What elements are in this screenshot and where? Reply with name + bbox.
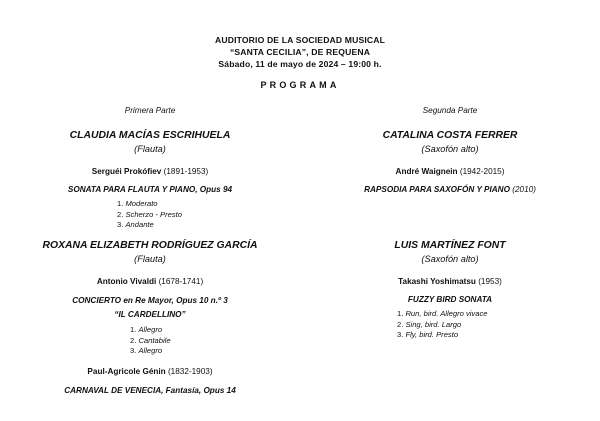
composer-line — [396, 167, 505, 176]
performer-instrument: (Saxofón alto) — [421, 254, 479, 264]
part-two-title: Segunda Parte — [422, 106, 478, 115]
movement-list — [130, 325, 171, 357]
composer-line — [87, 367, 212, 376]
performer-name: CLAUDIA MACÍAS ESCRIHUELA — [69, 130, 231, 141]
composer-dates: (1678-1741) — [158, 277, 204, 286]
work-title: RAPSODIA PARA SAXOFÓN Y PIANO — [364, 185, 510, 194]
movement-item: 3. Allegro — [130, 346, 171, 357]
performer-instrument: (Flauta) — [134, 254, 166, 264]
work-subtitle: “IL CARDELLINO” — [114, 310, 186, 319]
work-title: FUZZY BIRD SONATA — [407, 295, 493, 304]
composer-line — [97, 277, 203, 286]
movement-item: 1. Moderato — [117, 199, 182, 210]
work-title: SONATA PARA FLAUTA Y PIANO, Opus 94 — [67, 185, 233, 194]
movement-item: 1. Run, bird. Allegro vivace — [397, 309, 487, 320]
movement-item: 1. Allegro — [130, 325, 171, 336]
work-title: CONCIERTO en Re Mayor, Opus 10 n.º 3 — [72, 296, 228, 305]
composer-name: Takashi Yoshimatsu — [398, 277, 476, 286]
work-year: (2010) — [512, 185, 536, 194]
work-title-line — [364, 185, 536, 194]
composer-name: Antonio Vivaldi — [96, 277, 157, 286]
composer-name: Paul-Agricole Génin — [87, 367, 166, 376]
composer-name: André Waignein — [395, 167, 458, 176]
movement-item: 3. Fly, bird. Presto — [397, 330, 487, 341]
movement-item: 2. Scherzo - Presto — [117, 210, 182, 221]
composer-dates: (1891-1953) — [163, 167, 209, 176]
performer-name: CATALINA COSTA FERRER — [382, 130, 518, 141]
composer-line — [398, 277, 502, 286]
venue-name-line: “SANTA CECILIA”, DE REQUENA — [229, 47, 371, 57]
composer-dates: (1832-1903) — [167, 367, 213, 376]
performer-name: ROXANA ELIZABETH RODRÍGUEZ GARCÍA — [42, 240, 258, 251]
venue-line: AUDITORIO DE LA SOCIEDAD MUSICAL — [215, 35, 385, 45]
composer-dates: (1942-2015) — [459, 167, 505, 176]
composer-dates: (1953) — [478, 277, 502, 286]
movement-item: 2. Sing, bird. Largo — [397, 320, 487, 331]
composer-name: Serguéi Prokófiev — [91, 167, 162, 176]
composer-line — [92, 167, 209, 176]
date-line: Sábado, 11 de mayo de 2024 – 19:00 h. — [218, 59, 382, 69]
performer-instrument: (Saxofón alto) — [421, 144, 479, 154]
movement-list — [397, 309, 487, 341]
performer-instrument: (Flauta) — [134, 144, 166, 154]
programa-title: PROGRAMA — [260, 80, 340, 90]
part-one-title: Primera Parte — [124, 106, 176, 115]
movement-item: 2. Cantabile — [130, 336, 171, 347]
movement-list — [117, 199, 182, 231]
performer-name: LUIS MARTÍNEZ FONT — [394, 240, 506, 251]
movement-item: 3. Andante — [117, 220, 182, 231]
work-title: CARNAVAL DE VENECIA, Fantasía, Opus 14 — [64, 386, 236, 395]
